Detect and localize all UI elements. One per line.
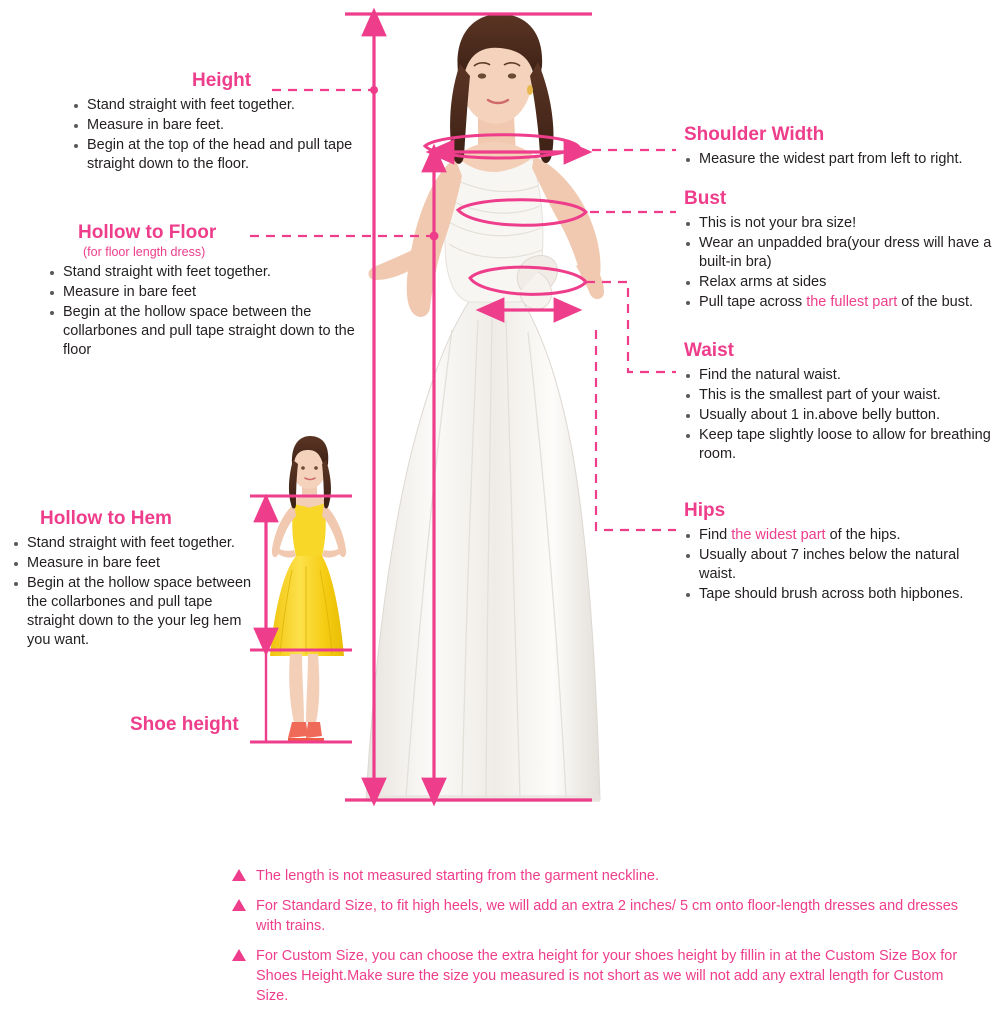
- footnote-3-text: For Custom Size, you can choose the extra height for your shoes height by fillin in at the Custom Size Box for Shoes Height.Make sure the size you measured is not short as we will not add any extral length for Custom Size.: [256, 948, 958, 1004]
- list-item: Wear an unpadded bra(your dress will have a built-in bra): [684, 234, 1000, 272]
- bust-post: of the bust.: [897, 294, 974, 310]
- list-item: This is not your bra size!: [684, 214, 1000, 233]
- list-item: Measure in bare feet: [12, 554, 262, 573]
- section-height: [72, 70, 372, 175]
- section-hollow-to-floor: [48, 222, 368, 361]
- list-item-bust-fullest: [684, 293, 1000, 312]
- footnote-1-text: The length is not measured starting from the garment neckline.: [256, 868, 659, 884]
- list-item: This is the smallest part of your waist.: [684, 386, 994, 405]
- hips-pre: Find: [699, 527, 732, 543]
- footnote-3: [232, 946, 972, 1006]
- section-shoulder-width-bullets: [684, 150, 1000, 169]
- list-item: Measure the widest part from left to right.: [684, 150, 1000, 169]
- list-item: Relax arms at sides: [684, 273, 1000, 292]
- section-shoulder-width-title: Shoulder Width: [684, 124, 825, 145]
- footnotes: [232, 866, 972, 1016]
- list-item: Usually about 7 inches below the natural waist.: [684, 546, 994, 584]
- section-hollow-to-hem: [12, 508, 262, 651]
- hips-post: of the hips.: [825, 527, 901, 543]
- footnote-2-text: For Standard Size, to fit high heels, we will add an extra 2 inches/ 5 cm onto floor-length dresses and dresses with trains.: [256, 898, 959, 934]
- list-item: Stand straight with feet together.: [12, 534, 262, 553]
- section-hollow-to-floor-bullets: [48, 263, 368, 360]
- section-shoulder-width: [684, 124, 1000, 170]
- bust-pre: Pull tape across: [699, 294, 807, 310]
- section-shoe-height-title: Shoe height: [130, 714, 239, 735]
- section-hips-title: Hips: [684, 500, 726, 521]
- section-waist-title: Waist: [684, 340, 734, 361]
- section-bust-title: Bust: [684, 188, 727, 209]
- list-item: Begin at the hollow space between the collarbones and pull tape straight down to the your leg hem you want.: [12, 574, 262, 650]
- section-shoe-height: [130, 714, 290, 740]
- section-bust-bullets: [684, 214, 1000, 312]
- triangle-icon: [232, 899, 246, 911]
- list-item: Measure in bare feet.: [72, 116, 372, 135]
- list-item: Begin at the top of the head and pull tape straight down to the floor.: [72, 136, 372, 174]
- list-item-hips-widest: [684, 526, 994, 545]
- triangle-icon: [232, 869, 246, 881]
- triangle-icon: [232, 949, 246, 961]
- list-item: Usually about 1 in.above belly button.: [684, 406, 994, 425]
- list-item: Keep tape slightly loose to allow for breathing room.: [684, 426, 994, 464]
- list-item: Tape should brush across both hipbones.: [684, 585, 994, 604]
- section-hollow-to-hem-bullets: [12, 534, 262, 650]
- list-item: Measure in bare feet: [48, 283, 368, 302]
- section-bust: [684, 188, 1000, 313]
- section-hollow-to-floor-title: Hollow to Floor: [78, 222, 217, 243]
- list-item: Stand straight with feet together.: [48, 263, 368, 282]
- section-hips: [684, 500, 994, 605]
- bust-highlight: the fullest part: [806, 294, 898, 310]
- hips-highlight: the widest part: [731, 527, 826, 543]
- section-hips-bullets: [684, 526, 994, 604]
- section-hollow-to-floor-subtitle: (for floor length dress): [83, 245, 206, 259]
- section-waist: [684, 340, 994, 465]
- section-height-title: Height: [192, 70, 252, 91]
- footnote-2: [232, 896, 972, 936]
- list-item: Begin at the hollow space between the collarbones and pull tape straight down to the floor: [48, 303, 368, 360]
- section-height-bullets: [72, 96, 372, 174]
- list-item: Stand straight with feet together.: [72, 96, 372, 115]
- list-item: Find the natural waist.: [684, 366, 994, 385]
- footnote-1: [232, 866, 972, 886]
- section-hollow-to-hem-title: Hollow to Hem: [40, 508, 172, 529]
- section-waist-bullets: [684, 366, 994, 464]
